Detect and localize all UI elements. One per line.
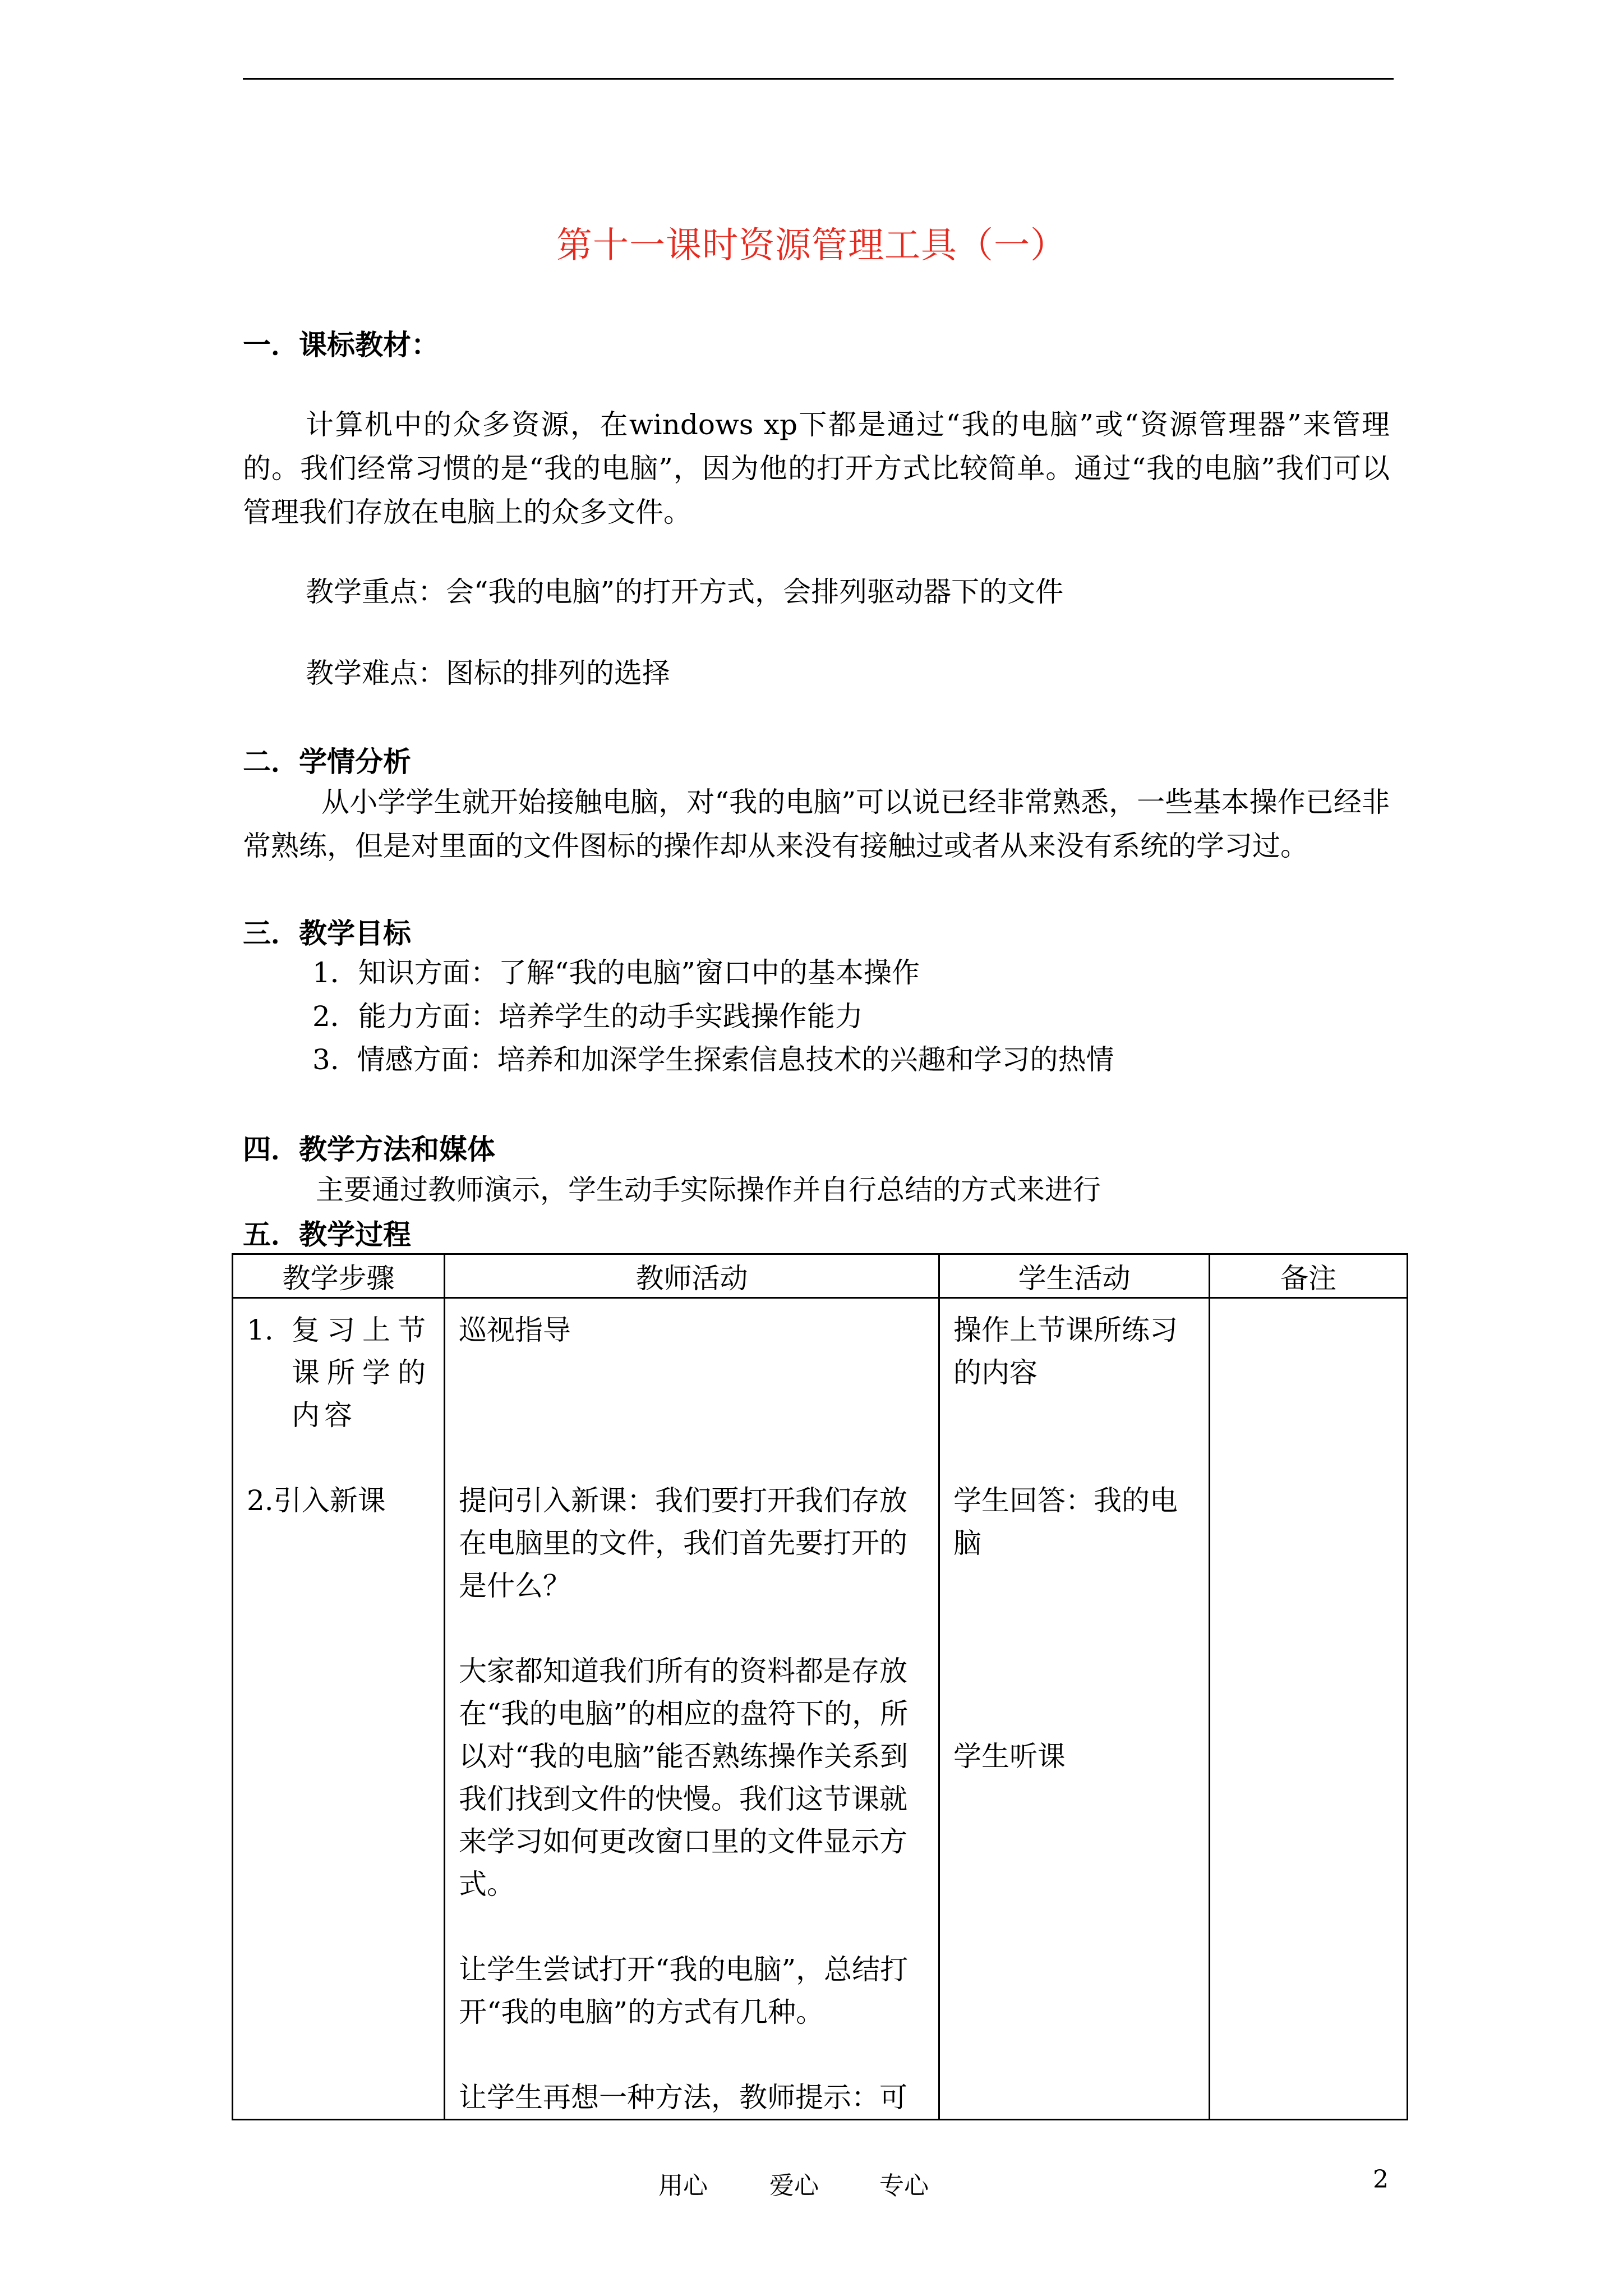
teacher-activity-1: 巡视指导 (459, 1314, 571, 1346)
section-1-paragraph: 计算机中的众多资源，在windows xp下都是通过“我的电脑”或“资源管理器”来管理的。我们经常习惯的是“我的电脑”，因为他的打开方式比较简单。通过“我的电脑”我们可以管理我们存放在电脑上的众多文件。 (243, 408, 1390, 528)
step-1-line: 内容 (292, 1399, 357, 1432)
student-activity-2: 学生回答：我的电脑 (953, 1484, 1178, 1559)
goal-item-1: 1．知识方面：了解“我的电脑”窗口中的基本操作 (312, 956, 920, 989)
table-row (233, 1298, 1408, 2120)
footer-item: 爱心 (769, 2171, 819, 2200)
step-1 (247, 1309, 430, 1437)
section-1-heading: 一．课标教材： (243, 328, 439, 361)
section-4-heading: 四．教学方法和媒体 (243, 1133, 495, 1166)
section-3-heading: 三．教学目标 (243, 917, 411, 950)
section-2-heading: 二．学情分析 (243, 745, 411, 778)
student-activity-1: 操作上节课所练习的内容 (953, 1314, 1178, 1389)
difficulty: 教学难点：图标的排列的选择 (306, 657, 670, 689)
teacher-activity-4: 让学生尝试打开“我的电脑”，总结打开“我的电脑”的方式有几种。 (459, 1953, 909, 2028)
header-teacher: 教师活动 (445, 1254, 939, 1298)
goal-item-2: 2．能力方面：培养学生的动手实践操作能力 (312, 1000, 863, 1033)
section-2-paragraph: 从小学学生就开始接触电脑，对“我的电脑”可以说已经非常熟悉，一些基本操作已经非常熟练，但是对里面的文件图标的操作却从来没有接触过或者从来没有系统的学习过。 (243, 786, 1390, 862)
section-4-paragraph: 主要通过教师演示，学生动手实际操作并自行总结的方式来进行 (316, 1174, 1101, 1206)
footer-item: 用心 (658, 2171, 708, 2200)
footer-item: 专心 (879, 2171, 929, 2200)
student-activity-3: 学生听课 (953, 1740, 1066, 1773)
document-title: 第十一课时资源管理工具（一） (556, 225, 1067, 266)
remark-cell (1210, 1298, 1408, 2120)
teacher-cell (445, 1298, 939, 2120)
page-number: 2 (1373, 2165, 1389, 2194)
step-1-line: 课所学的 (292, 1356, 430, 1389)
step-1-number: 1. (247, 1314, 274, 1346)
step-1-line: 复习上节 (292, 1314, 430, 1346)
teacher-activity-3: 大家都知道我们所有的资料都是存放在“我的电脑”的相应的盘符下的，所以对“我的电脑”能否熟练操作关系到我们找到文件的快慢。我们这节课就来学习如何更改窗口里的文件显示方式。 (459, 1655, 909, 1901)
key-point: 教学重点：会“我的电脑”的打开方式，会排列驱动器下的文件 (306, 576, 1064, 608)
header-step: 教学步骤 (233, 1254, 445, 1298)
table-header-row (233, 1254, 1408, 1298)
section-5-heading: 五．教学过程 (243, 1218, 411, 1251)
teacher-activity-5: 让学生再想一种方法，教师提示：可 (459, 2081, 907, 2114)
goal-item-3: 3. 情感方面：培养和加深学生探索信息技术的兴趣和学习的热情 (312, 1043, 1114, 1076)
header-student: 学生活动 (939, 1254, 1210, 1298)
header-remark: 备注 (1210, 1254, 1408, 1298)
teacher-activity-2: 提问引入新课：我们要打开我们存放在电脑里的文件，我们首先要打开的是什么？ (459, 1484, 907, 1602)
step-2: 2.引入新课 (247, 1484, 386, 1517)
step-cell (233, 1298, 445, 2120)
header-rule (243, 78, 1394, 80)
teaching-process-table (232, 1253, 1408, 2120)
student-cell (939, 1298, 1210, 2120)
